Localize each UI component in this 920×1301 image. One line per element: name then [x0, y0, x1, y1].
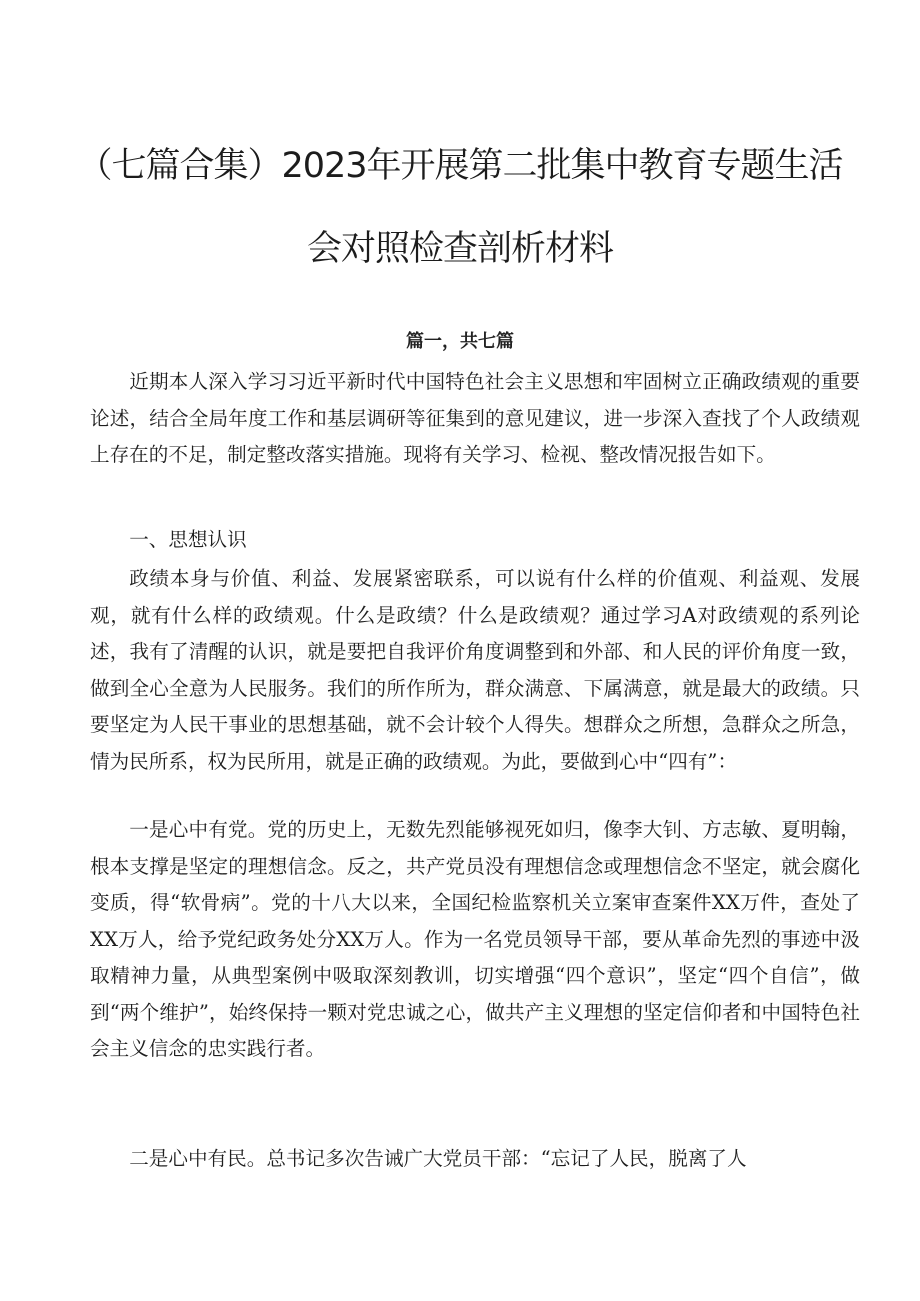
paragraph-text: 一是心中有党。党的历史上，无数先烈能够视死如归，像李大钊、方志敏、夏明翰，根本支撑是坚定的理想信念。反之，共产党员没有理想信念或理想信念不坚定，就会腐化变质，得“软骨病”。党的十八大以来，全国纪检监察机关立案审查案件XX万件，查处了XX万人，给予党纪政务处分XX万人。作为一名党员领导干部，要从革命先烈的事迹中汲取精神力量，从典型案例中吸取深刻教训，切实增强“四个意识”，坚定“四个自信”，做到“两个维护”，始终保持一颗对党忠诚之心，做共产主义理想的坚定信仰者和中国特色社会主义信念的忠实践行者。 [90, 818, 860, 1060]
heading-text: 一、思想认识 [129, 528, 247, 551]
section-heading-thought [90, 522, 860, 559]
paragraph-text: 政绩本身与价值、利益、发展紧密联系，可以说有什么样的价值观、利益观、发展观，就有什么样的政绩观。什么是政绩？什么是政绩观？通过学习A对政绩观的系列论述，我有了清醒的认识，就是要把自我评价角度调整到和外部、和人民的评价角度一致，做到全心全意为人民服务。我们的所作所为，群众满意、下属满意，就是最大的政绩。只要坚定为人民干事业的思想基础，就不会计较个人得失。想群众之所想，急群众之所急，情为民所系，权为民所用，就是正确的政绩观。为此，要做到心中“四有”： [90, 567, 860, 773]
section-subtitle: 篇一，共七篇 [406, 331, 514, 352]
paragraph-intro [90, 364, 860, 474]
document-title-line1: （七篇合集）2023年开展第二批集中教育专题生活 [77, 146, 843, 186]
paragraph-party-in-heart [90, 812, 860, 1068]
paragraph-people-in-heart [90, 1141, 860, 1178]
paragraph-text: 二是心中有民。总书记多次告诫广大党员干部：“忘记了人民，脱离了人 [129, 1147, 747, 1170]
document-title-line2: 会对照检查剖析材料 [306, 229, 613, 269]
paragraph-political-achievement [90, 561, 860, 780]
paragraph-text: 近期本人深入学习习近平新时代中国特色社会主义思想和牢固树立正确政绩观的重要论述，结合全局年度工作和基层调研等征集到的意见建议，进一步深入查找了个人政绩观上存在的不足，制定整改落实措施。现将有关学习、检视、整改情况报告如下。 [90, 370, 860, 466]
